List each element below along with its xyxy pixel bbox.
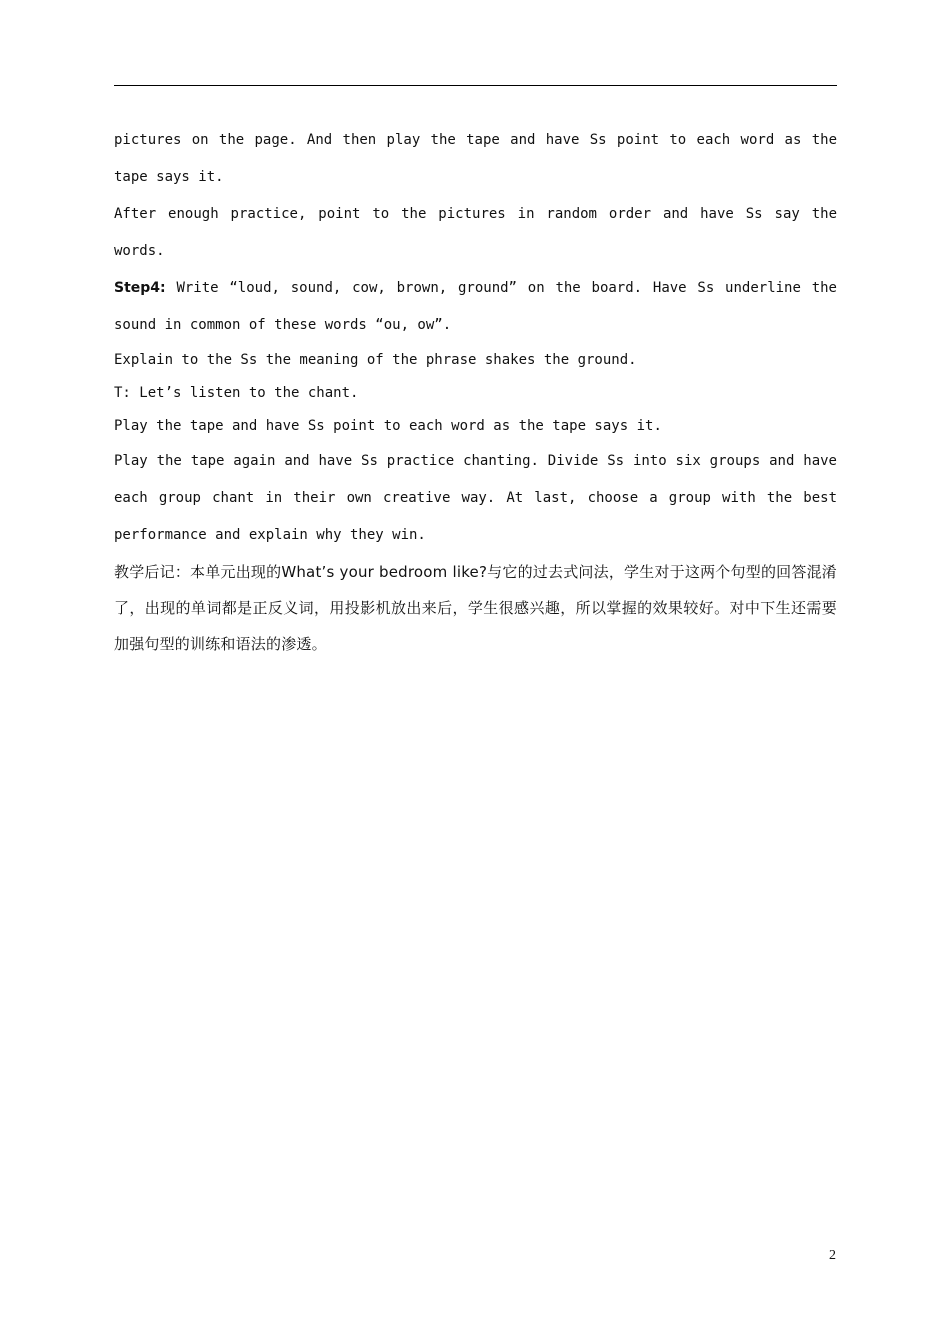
paragraph-play-tape: Play the tape and have Ss point to each word as the tape says it.: [114, 418, 662, 434]
page-number: 2: [829, 1248, 836, 1263]
header-rule: [114, 85, 837, 86]
paragraph-teacher-line: T: Let’s listen to the chant.: [114, 385, 359, 401]
paragraph-reflection: 教学后记：本单元出现的What’s your bedroom like?与它的过去式问法，学生对于这两个句型的回答混淆了，出现的单词都是正反义词，用投影机放出来后，学生很感兴趣，所以掌握的效果较好。对中下生还需要加强句型的训练和语法的渗透。: [114, 563, 837, 653]
step4-label: Step4:: [114, 280, 166, 296]
paragraph-after-practice: After enough practice, point to the pictures in random order and have Ss say the words.: [114, 206, 837, 259]
step4-text: Write “loud, sound, cow, brown, ground” on the board. Have Ss underline the sound in common of these words “ou, ow”.: [114, 280, 837, 333]
paragraph-play-again: Play the tape again and have Ss practice chanting. Divide Ss into six groups and have each group chant in their own creative way. At last, choose a group with the best performance and explain why they win.: [114, 453, 837, 543]
paragraph-explain: Explain to the Ss the meaning of the phrase shakes the ground.: [114, 352, 637, 368]
paragraph-pictures: pictures on the page. And then play the tape and have Ss point to each word as the tape says it.: [114, 132, 837, 185]
paragraph-step4: [114, 270, 837, 344]
document-body: [114, 122, 837, 662]
